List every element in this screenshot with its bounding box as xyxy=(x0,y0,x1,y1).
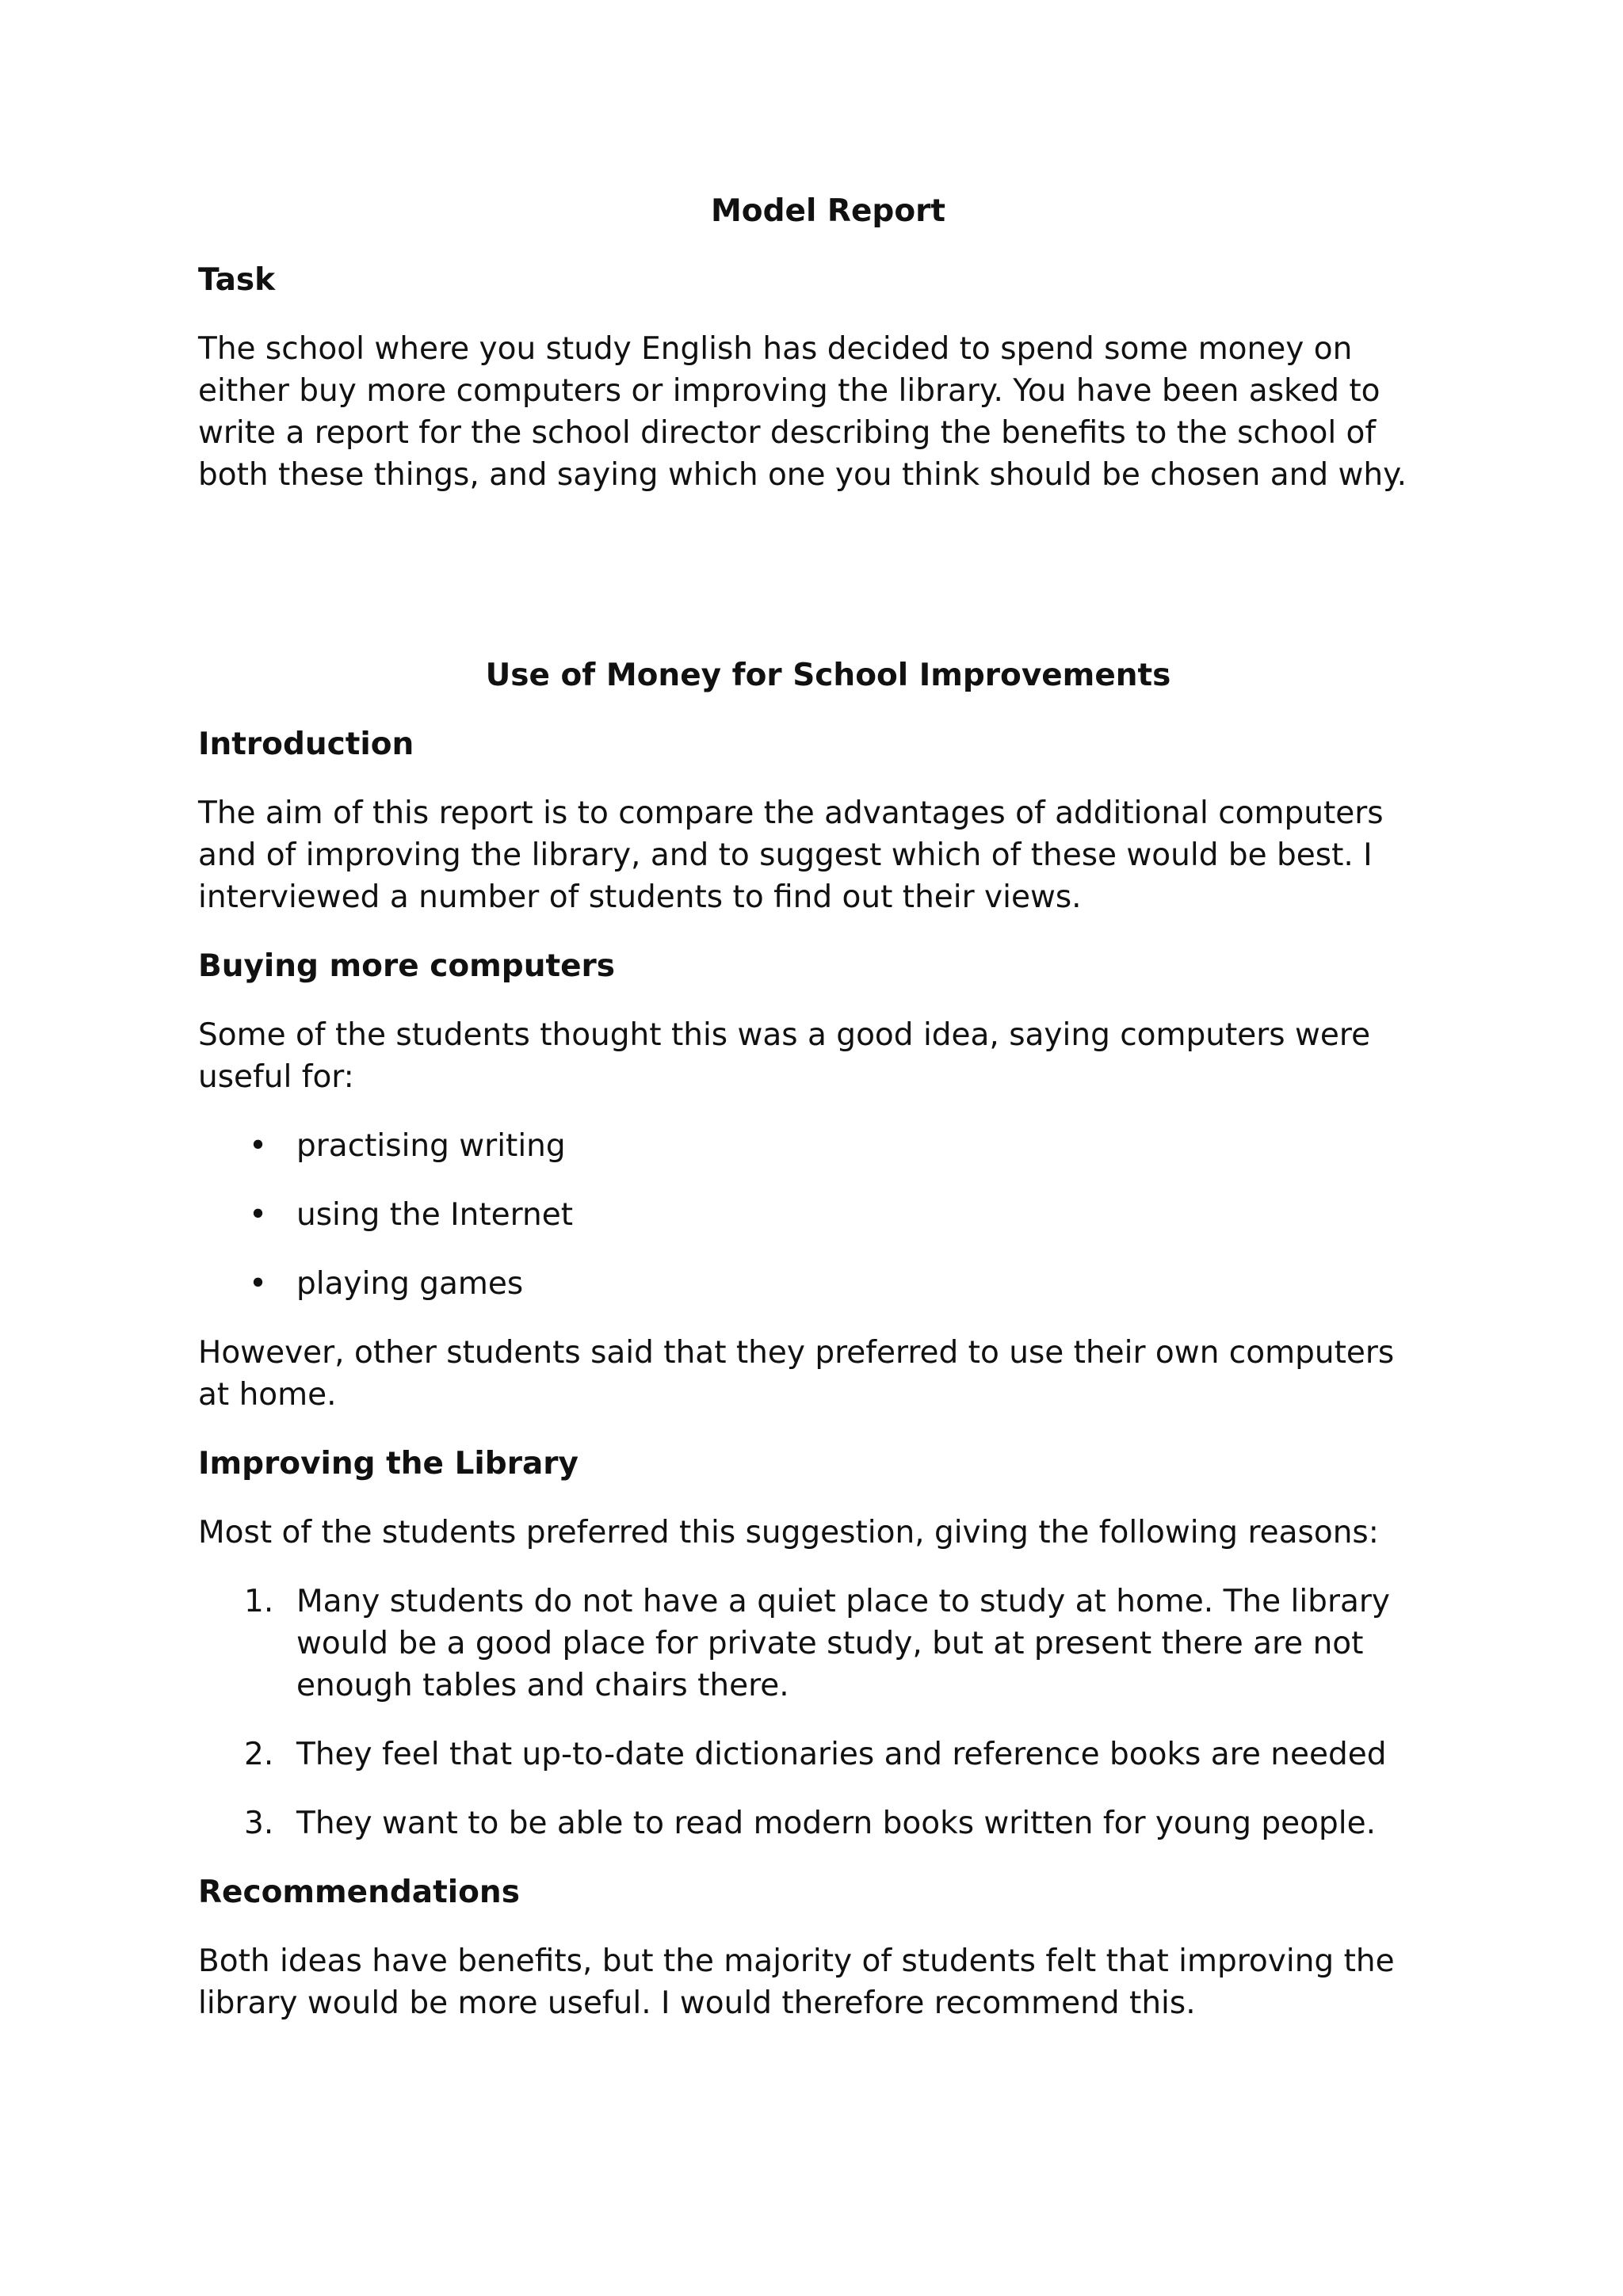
library-intro: Most of the students preferred this suggestion, giving the following reasons: xyxy=(198,1515,1379,1550)
computers-heading: Buying more computers xyxy=(198,948,616,984)
task-body: The school where you study English has decided to spend some money on either buy more computers or improving the library. You have been asked to write a report for the school director describing the benefits to the school of both these things, and saying which one you think should be chosen and why. xyxy=(198,331,1407,493)
bullet-icon: • xyxy=(249,1197,268,1233)
list-item xyxy=(198,1733,1434,1775)
task-heading: Task xyxy=(198,262,276,298)
list-item-number: 1. xyxy=(244,1584,274,1619)
library-reasons-list xyxy=(198,1581,1434,1844)
bullet-icon: • xyxy=(249,1266,268,1302)
report-title: Use of Money for School Improvements xyxy=(485,658,1171,693)
introduction-heading: Introduction xyxy=(198,727,414,762)
list-item xyxy=(198,1802,1434,1844)
bullet-icon: • xyxy=(249,1128,268,1164)
list-item-text: They want to be able to read modern books written for young people. xyxy=(296,1806,1377,1841)
list-item xyxy=(198,1194,1434,1236)
list-item-number: 2. xyxy=(244,1737,274,1772)
list-item-text: They feel that up-to-date dictionaries and reference books are needed xyxy=(296,1737,1387,1772)
computers-uses-list xyxy=(198,1125,1434,1305)
list-item xyxy=(198,1125,1434,1167)
list-item-text: playing games xyxy=(296,1266,524,1302)
computers-intro: Some of the students thought this was a good idea, saying computers were useful for: xyxy=(198,1017,1371,1095)
document-page xyxy=(198,190,1434,2051)
recommendations-heading: Recommendations xyxy=(198,1875,520,1910)
computers-after: However, other students said that they preferred to use their own computers at home. xyxy=(198,1335,1395,1413)
introduction-body: The aim of this report is to compare the advantages of additional computers and of improving the library, and to suggest which of these would be best. I interviewed a number of students to find out their views. xyxy=(198,795,1384,915)
list-item-text: using the Internet xyxy=(296,1197,574,1233)
list-item-text: practising writing xyxy=(296,1128,566,1164)
section-spacer xyxy=(198,523,1434,654)
library-heading: Improving the Library xyxy=(198,1446,579,1482)
list-item-number: 3. xyxy=(244,1806,274,1841)
recommendations-body: Both ideas have benefits, but the majority of students felt that improving the library would be more useful. I would therefore recommend this. xyxy=(198,1943,1395,2021)
list-item xyxy=(198,1263,1434,1305)
document-title: Model Report xyxy=(711,193,945,229)
list-item xyxy=(198,1581,1434,1707)
list-item-text: Many students do not have a quiet place to study at home. The library would be a good place for private study, but at present there are not enough tables and chairs there. xyxy=(296,1584,1390,1703)
